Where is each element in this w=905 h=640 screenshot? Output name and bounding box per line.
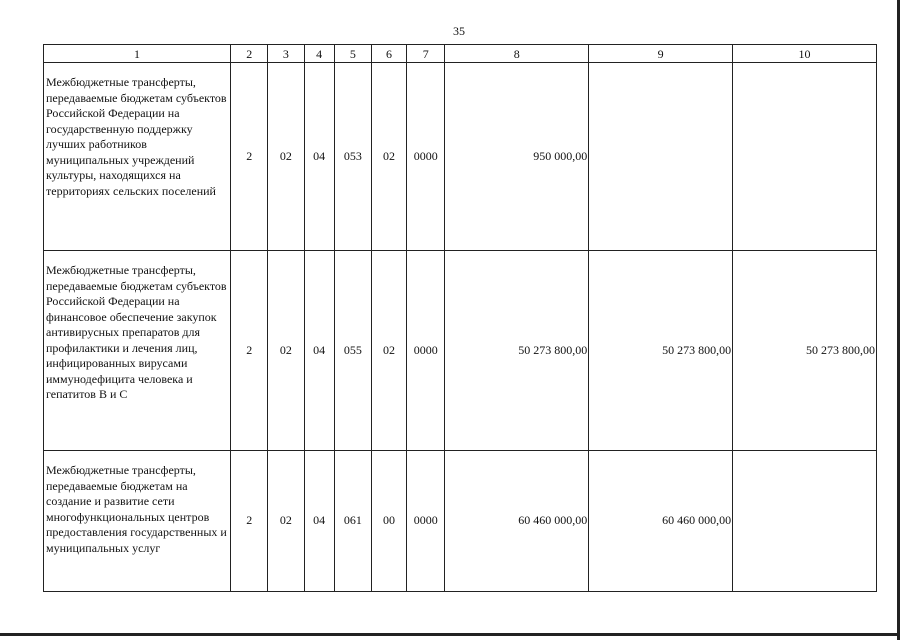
table-row xyxy=(44,251,877,451)
table-row xyxy=(44,63,877,251)
cell-c2: 2 xyxy=(231,251,268,451)
row-description: Межбюджетные трансферты, передаваемые бюджетам субъектов Российской Федерации на финансовое обеспечение закупок антивирусных препаратов для профилактики и лечения лиц, инфицированных вирусами иммунодефицита человека и гепатитов В и С xyxy=(44,251,231,451)
cell-c4: 04 xyxy=(304,451,334,592)
cell-c4: 04 xyxy=(304,63,334,251)
cell-c9-amount: 50 273 800,00 xyxy=(589,251,733,451)
cell-c8-amount: 60 460 000,00 xyxy=(445,451,589,592)
cell-c7: 0000 xyxy=(407,251,445,451)
cell-c10-amount xyxy=(733,451,877,592)
cell-c6: 02 xyxy=(371,63,406,251)
cell-c3: 02 xyxy=(268,251,304,451)
budget-table xyxy=(43,44,877,592)
cell-c3: 02 xyxy=(268,63,304,251)
column-number-row xyxy=(44,45,877,63)
cell-c5: 055 xyxy=(334,251,371,451)
col-header-7: 7 xyxy=(407,45,445,63)
cell-c4: 04 xyxy=(304,251,334,451)
scan-border-right xyxy=(897,0,900,640)
col-header-1: 1 xyxy=(44,45,231,63)
cell-c9-amount: 60 460 000,00 xyxy=(589,451,733,592)
col-header-2: 2 xyxy=(231,45,268,63)
cell-c2: 2 xyxy=(231,451,268,592)
cell-c7: 0000 xyxy=(407,451,445,592)
cell-c2: 2 xyxy=(231,63,268,251)
col-header-5: 5 xyxy=(334,45,371,63)
row-description: Межбюджетные трансферты, передаваемые бюджетам субъектов Российской Федерации на государственную поддержку лучших работников муниципальных учреждений культуры, находящихся на территориях сельских поселений xyxy=(44,63,231,251)
scan-border-bottom xyxy=(0,633,900,636)
cell-c6: 00 xyxy=(371,451,406,592)
cell-c10-amount xyxy=(733,63,877,251)
cell-c5: 053 xyxy=(334,63,371,251)
cell-c8-amount: 950 000,00 xyxy=(445,63,589,251)
table-row xyxy=(44,451,877,592)
col-header-6: 6 xyxy=(371,45,406,63)
cell-c5: 061 xyxy=(334,451,371,592)
page-number: 35 xyxy=(453,24,465,38)
cell-c9-amount xyxy=(589,63,733,251)
col-header-9: 9 xyxy=(589,45,733,63)
cell-c6: 02 xyxy=(371,251,406,451)
cell-c10-amount: 50 273 800,00 xyxy=(733,251,877,451)
cell-c7: 0000 xyxy=(407,63,445,251)
col-header-8: 8 xyxy=(445,45,589,63)
col-header-3: 3 xyxy=(268,45,304,63)
row-description: Межбюджетные трансферты, передаваемые бюджетам на создание и развитие сети многофункциональных центров предоставления государственных и муниципальных услуг xyxy=(44,451,231,592)
cell-c3: 02 xyxy=(268,451,304,592)
cell-c8-amount: 50 273 800,00 xyxy=(445,251,589,451)
col-header-10: 10 xyxy=(733,45,877,63)
col-header-4: 4 xyxy=(304,45,334,63)
